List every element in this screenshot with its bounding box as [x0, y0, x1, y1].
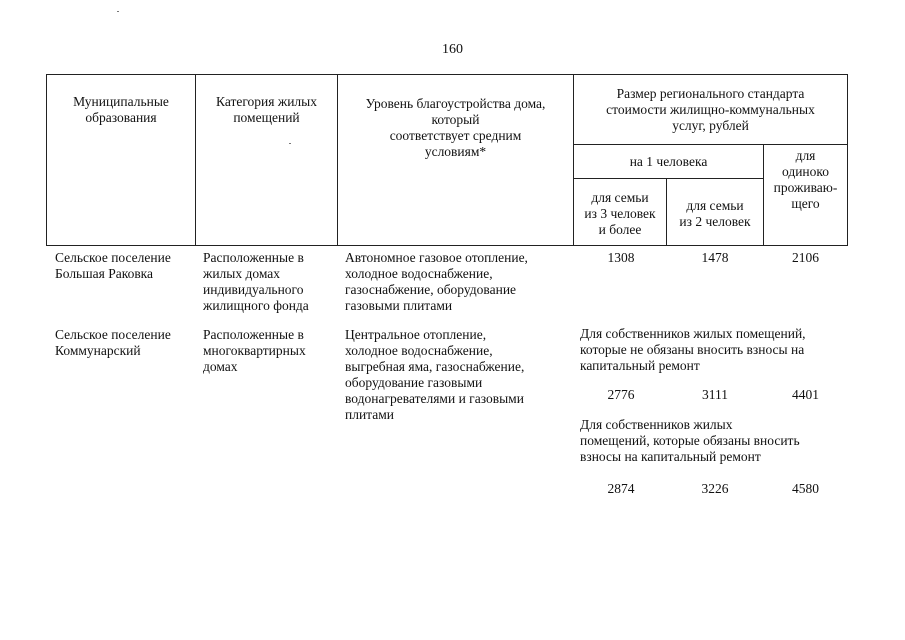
- header-single: для одиноко проживаю- щего: [773, 148, 838, 211]
- scan-speck: [289, 143, 291, 144]
- header-family2: для семьи из 2 человек: [679, 198, 751, 229]
- page-number: 160: [442, 42, 463, 57]
- header-level: Уровень благоустройства дома, который соответствует средним условиям*: [365, 96, 546, 159]
- row2b-value-family3: 2874: [607, 481, 635, 496]
- row2a-value-single: 4401: [792, 387, 819, 402]
- header-standard: Размер регионального стандарта стоимости жилищно-коммунальных услуг, рублей: [606, 86, 815, 133]
- header-per-person: на 1 человека: [629, 154, 708, 169]
- scan-speck: [117, 11, 119, 12]
- row2a-value-family2: 3111: [702, 387, 728, 402]
- header-municipality: Муниципальные образования: [73, 94, 169, 125]
- row2b-value-single: 4580: [792, 481, 819, 496]
- row1-value-single: 2106: [792, 250, 819, 265]
- row2-level: Центральное отопление, холодное водоснабжение, выгребная яма, газоснабжение, оборудование газовыми водонагревателями и газовыми плитами: [345, 327, 525, 422]
- row2-note-with-capital-repair: Для собственников жилых помещений, которые обязаны вносить взносы на капитальный ремонт: [580, 417, 800, 464]
- row2b-value-family2: 3226: [701, 481, 729, 496]
- row2-municipality: Сельское поселение Коммунарский: [55, 327, 171, 358]
- row1-category: Расположенные в жилых домах индивидуального жилищного фонда: [203, 250, 309, 313]
- row2a-value-family3: 2776: [607, 387, 635, 402]
- row2-note-no-capital-repair: Для собственников жилых помещений, которые не обязаны вносить взносы на капитальный ремонт: [580, 326, 806, 373]
- row2-category: Расположенные в многоквартирных домах: [203, 327, 306, 374]
- row1-value-family3: 1308: [607, 250, 635, 265]
- header-category: Категория жилых помещений: [216, 94, 317, 125]
- row1-level: Автономное газовое отопление, холодное водоснабжение, газоснабжение, оборудование газовыми плитами: [345, 250, 528, 313]
- header-family3: для семьи из 3 человек и более: [584, 190, 656, 237]
- row1-municipality: Сельское поселение Большая Раковка: [55, 250, 171, 281]
- row1-value-family2: 1478: [701, 250, 729, 265]
